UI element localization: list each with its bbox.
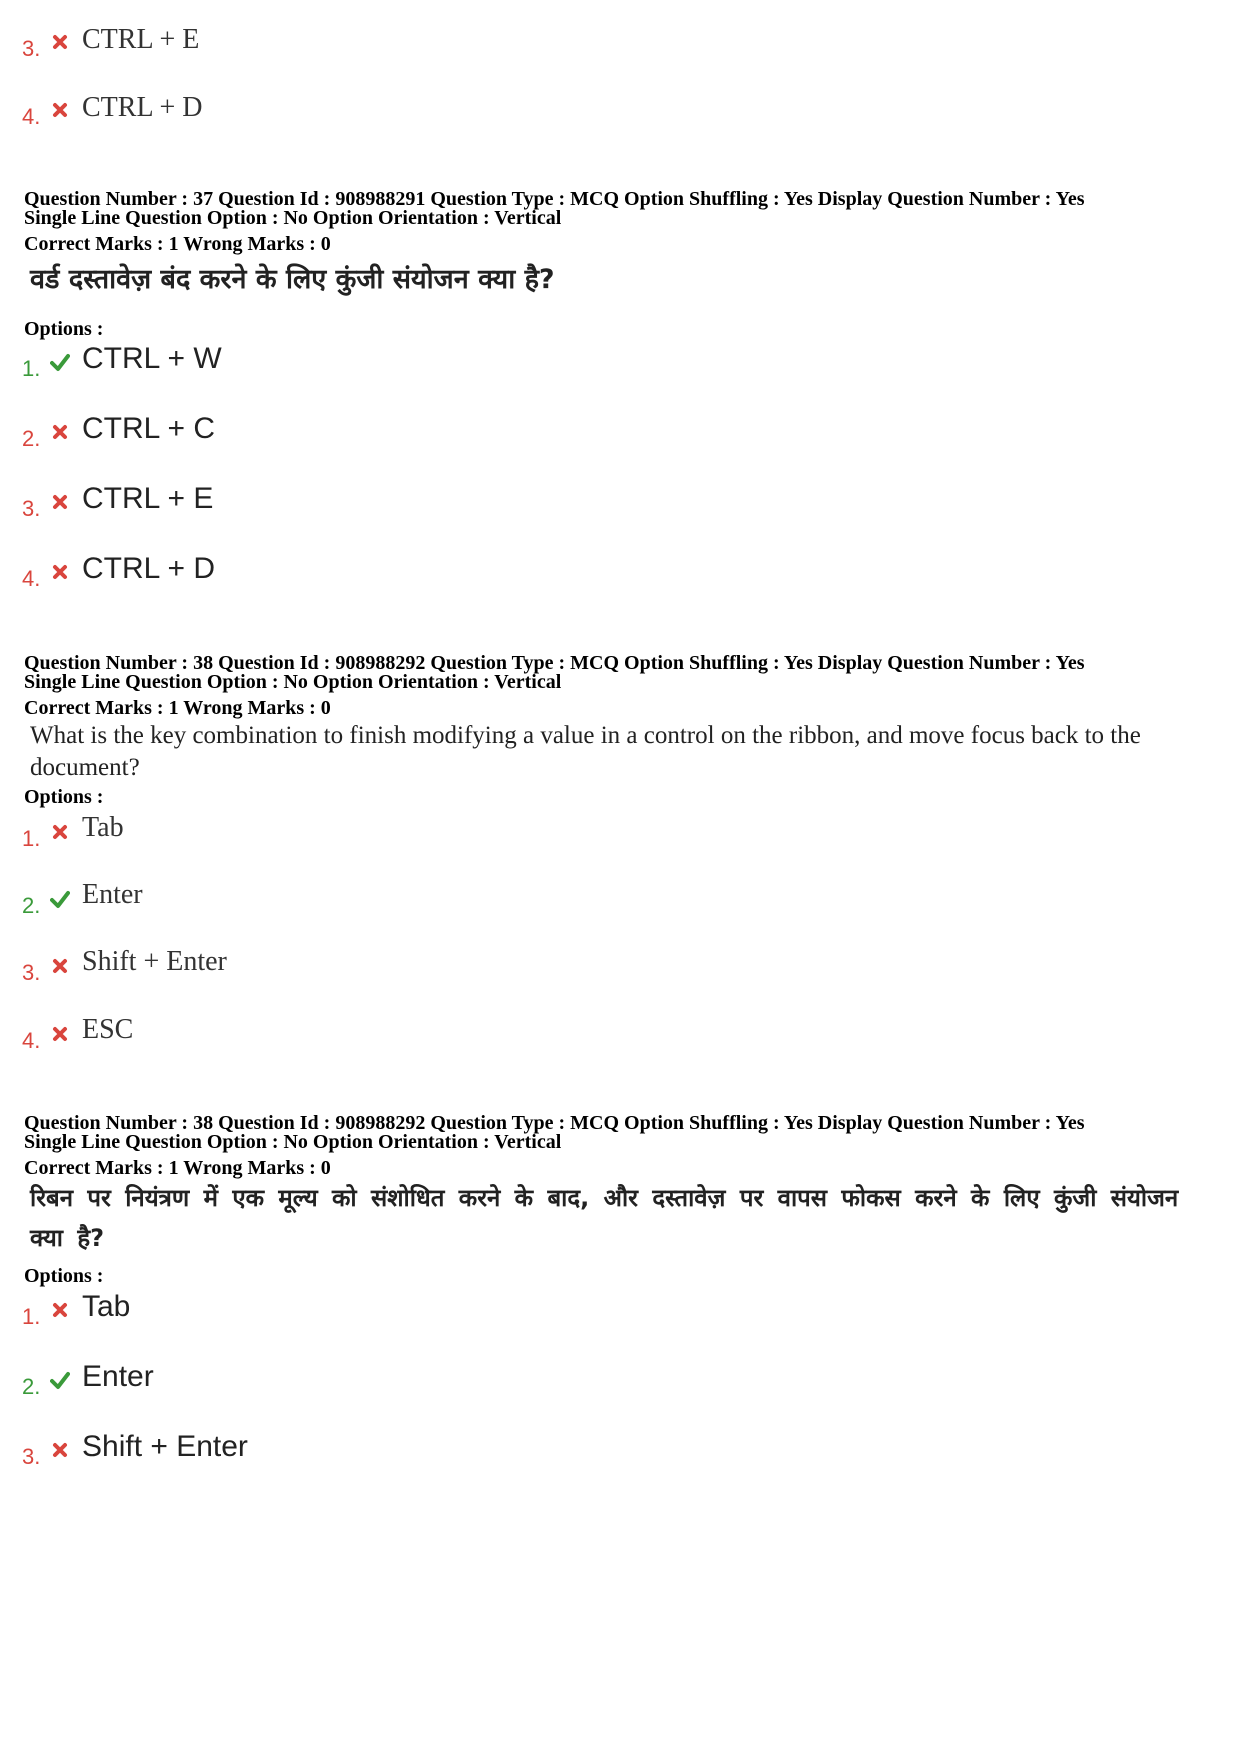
option-text: Shift + Enter	[82, 946, 227, 977]
option-text: CTRL + W	[82, 342, 222, 375]
question-marks: Correct Marks : 1 Wrong Marks : 0	[24, 233, 331, 255]
wrong-icon	[50, 32, 70, 57]
option-number: 2.	[22, 1374, 41, 1399]
option-text: Shift + Enter	[82, 1430, 248, 1463]
options-label: Options :	[24, 1265, 104, 1287]
check-icon	[50, 1370, 70, 1395]
option-text: Tab	[82, 1290, 131, 1323]
option-number: 3.	[22, 36, 41, 61]
option-number: 1.	[22, 356, 41, 381]
option-text: CTRL + D	[82, 92, 203, 123]
wrong-icon	[50, 1024, 70, 1049]
option-text: ESC	[82, 1014, 134, 1045]
option-text: CTRL + C	[82, 412, 216, 445]
check-icon	[50, 889, 70, 914]
option-number: 4.	[22, 104, 41, 129]
question-meta-line2: Single Line Question Option : No Option Orientation : Vertical	[24, 1131, 562, 1153]
question-marks: Correct Marks : 1 Wrong Marks : 0	[24, 697, 331, 719]
wrong-icon	[50, 1300, 70, 1325]
option-text: CTRL + E	[82, 482, 214, 515]
wrong-icon	[50, 562, 70, 587]
wrong-icon	[50, 422, 70, 447]
options-label: Options :	[24, 786, 104, 808]
option-number: 3.	[22, 496, 41, 521]
wrong-icon	[50, 1440, 70, 1465]
option-text: Tab	[82, 812, 124, 843]
option-text: Enter	[82, 1360, 154, 1393]
option-text: CTRL + D	[82, 552, 216, 585]
question-meta-line1: Question Number : 37 Question Id : 908988291 Question Type : MCQ Option Shuffling : Yes Display Question Number : Yes	[24, 188, 1085, 210]
question-meta-line2: Single Line Question Option : No Option Orientation : Vertical	[24, 207, 562, 229]
option-number: 1.	[22, 826, 41, 851]
question-text: रिबन पर नियंत्रण में एक मूल्य को संशोधित करने के बाद, और दस्तावेज़ पर वापस फोकस करने के लिए कुंजी संयोजन क्या है?	[30, 1184, 1179, 1252]
question-marks: Correct Marks : 1 Wrong Marks : 0	[24, 1157, 331, 1179]
wrong-icon	[50, 822, 70, 847]
question-meta-line1: Question Number : 38 Question Id : 908988292 Question Type : MCQ Option Shuffling : Yes Display Question Number : Yes	[24, 1112, 1085, 1134]
option-number: 1.	[22, 1304, 41, 1329]
wrong-icon	[50, 492, 70, 517]
question-meta-line1: Question Number : 38 Question Id : 908988292 Question Type : MCQ Option Shuffling : Yes Display Question Number : Yes	[24, 652, 1085, 674]
wrong-icon	[50, 100, 70, 125]
option-text: Enter	[82, 879, 143, 910]
question-meta-line2: Single Line Question Option : No Option Orientation : Vertical	[24, 671, 562, 693]
option-number: 3.	[22, 1444, 41, 1469]
option-number: 3.	[22, 960, 41, 985]
option-number: 4.	[22, 1028, 41, 1053]
option-number: 2.	[22, 426, 41, 451]
check-icon	[50, 352, 70, 377]
option-number: 2.	[22, 893, 41, 918]
wrong-icon	[50, 956, 70, 981]
question-text: वर्ड दस्तावेज़ बंद करने के लिए कुंजी संयोजन क्या है?	[30, 264, 555, 295]
option-text: CTRL + E	[82, 24, 200, 55]
options-label: Options :	[24, 318, 104, 340]
option-number: 4.	[22, 566, 41, 591]
question-text: What is the key combination to finish modifying a value in a control on the ribbon, and move focus back to the document?	[30, 722, 1141, 781]
